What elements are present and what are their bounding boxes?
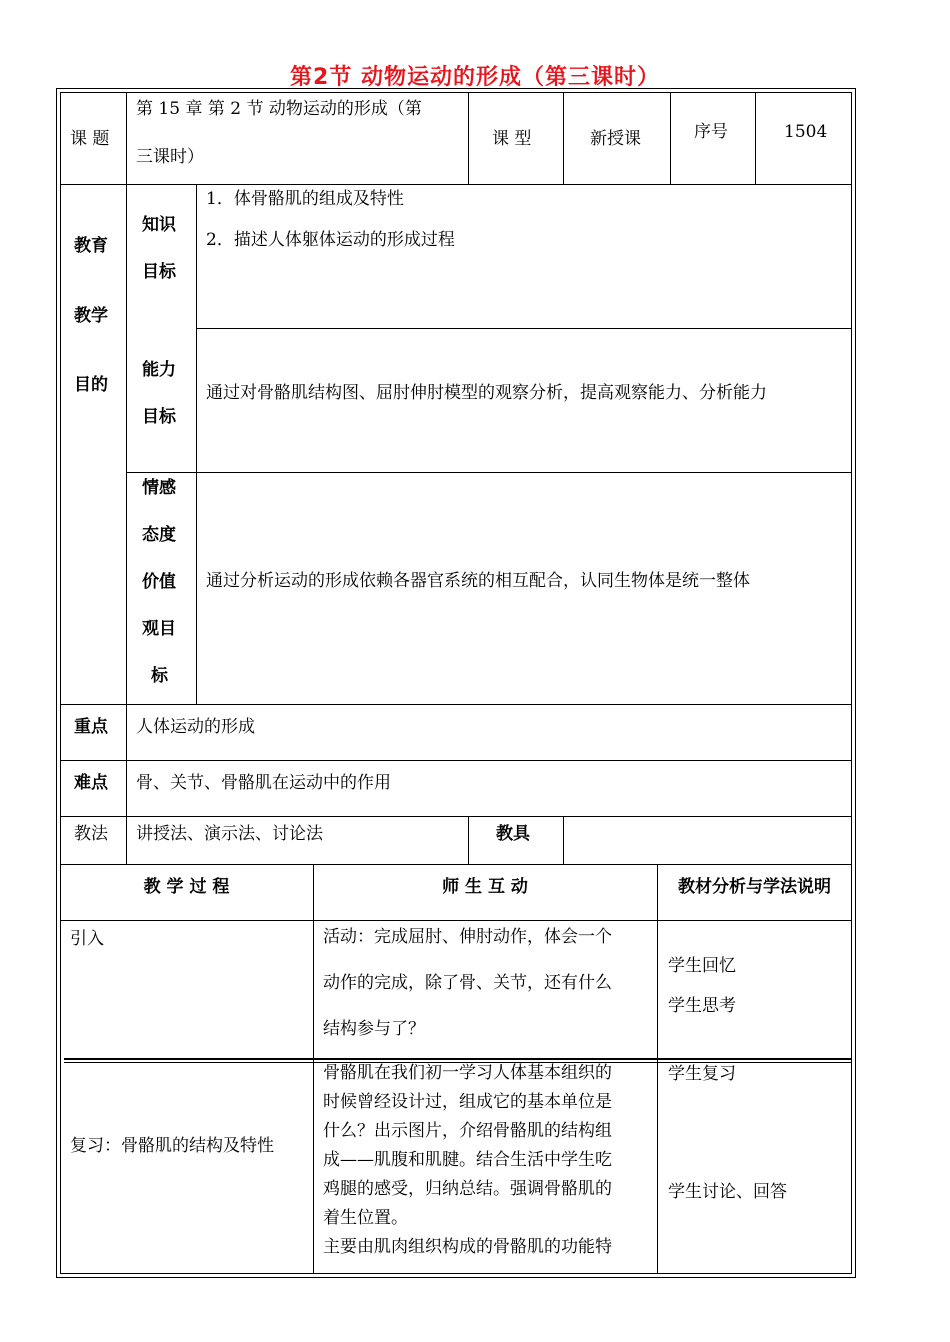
key-point-label: 重点 (74, 717, 108, 737)
knowledge-label: 知识 (142, 215, 176, 235)
type-label: 课 型 (492, 129, 532, 149)
interaction-line: 主要由肌肉组织构成的骨骼肌的功能特 (323, 1237, 612, 1257)
method-value: 讲授法、演示法、讨论法 (136, 824, 323, 844)
tools-label: 教具 (496, 824, 530, 844)
page-title: 第2节 动物运动的形成（第三课时） (290, 65, 660, 90)
course-value-line2: 三课时） (136, 147, 204, 167)
analysis-note: 学生思考 (668, 996, 736, 1016)
difficulty-value: 骨、关节、骨骼肌在运动中的作用 (136, 773, 391, 793)
type-value: 新授课 (590, 129, 641, 149)
ability-text: 通过对骨骼肌结构图、屈肘伸肘模型的观察分析，提高观察能力、分析能力 (206, 383, 767, 403)
process-step: 复习：骨骼肌的结构及特性 (70, 1136, 274, 1156)
process-step: 引入 (70, 929, 104, 949)
emotion-label: 情感 (142, 478, 176, 498)
course-label: 课 题 (70, 129, 110, 149)
interaction-line: 动作的完成，除了骨、关节，还有什么 (323, 973, 612, 993)
process-header: 教 学 过 程 (143, 877, 230, 897)
analysis-note: 学生复习 (668, 1064, 736, 1084)
interaction-line: 骨骼肌在我们初一学习人体基本组织的 (323, 1063, 612, 1083)
interaction-line: 结构参与了？ (323, 1019, 425, 1039)
analysis-note: 学生讨论、回答 (668, 1182, 787, 1202)
objectives-group-label: 目的 (74, 375, 108, 395)
key-point-value: 人体运动的形成 (136, 717, 255, 737)
interaction-header: 师 生 互 动 (442, 877, 528, 897)
emotion-label: 标 (151, 666, 168, 686)
analysis-note: 学生回忆 (668, 956, 736, 976)
emotion-label: 观目 (142, 619, 176, 639)
interaction-line: 鸡腿的感受，归纳总结。强调骨骼肌的 (323, 1179, 612, 1199)
interaction-line: 什么？出示图片，介绍骨骼肌的结构组 (323, 1121, 612, 1141)
interaction-line: 时候曾经设计过，组成它的基本单位是 (323, 1092, 612, 1112)
emotion-label: 价值 (142, 572, 176, 592)
seq-label: 序号 (694, 122, 728, 142)
knowledge-label: 目标 (142, 262, 176, 282)
emotion-label: 态度 (142, 525, 176, 545)
difficulty-label: 难点 (74, 773, 108, 793)
interaction-line: 着生位置。 (323, 1208, 408, 1228)
interaction-line: 成——肌腹和肌腱。结合生活中学生吃 (323, 1150, 612, 1170)
objectives-group-label: 教学 (74, 306, 108, 326)
seq-value: 1504 (784, 122, 828, 142)
objectives-group-label: 教育 (74, 236, 108, 256)
course-value-line1: 第 15 章 第 2 节 动物运动的形成（第 (136, 99, 422, 119)
ability-label: 能力 (142, 360, 176, 380)
method-label: 教法 (74, 824, 108, 844)
emotion-text: 通过分析运动的形成依赖各器官系统的相互配合，认同生物体是统一整体 (206, 571, 750, 591)
knowledge-item: 2．描述人体躯体运动的形成过程 (206, 230, 455, 250)
ability-label: 目标 (142, 407, 176, 427)
interaction-line: 活动：完成屈肘、伸肘动作，体会一个 (323, 927, 612, 947)
knowledge-item: 1．体骨骼肌的组成及特性 (206, 189, 404, 209)
analysis-header: 教材分析与学法说明 (678, 877, 831, 897)
